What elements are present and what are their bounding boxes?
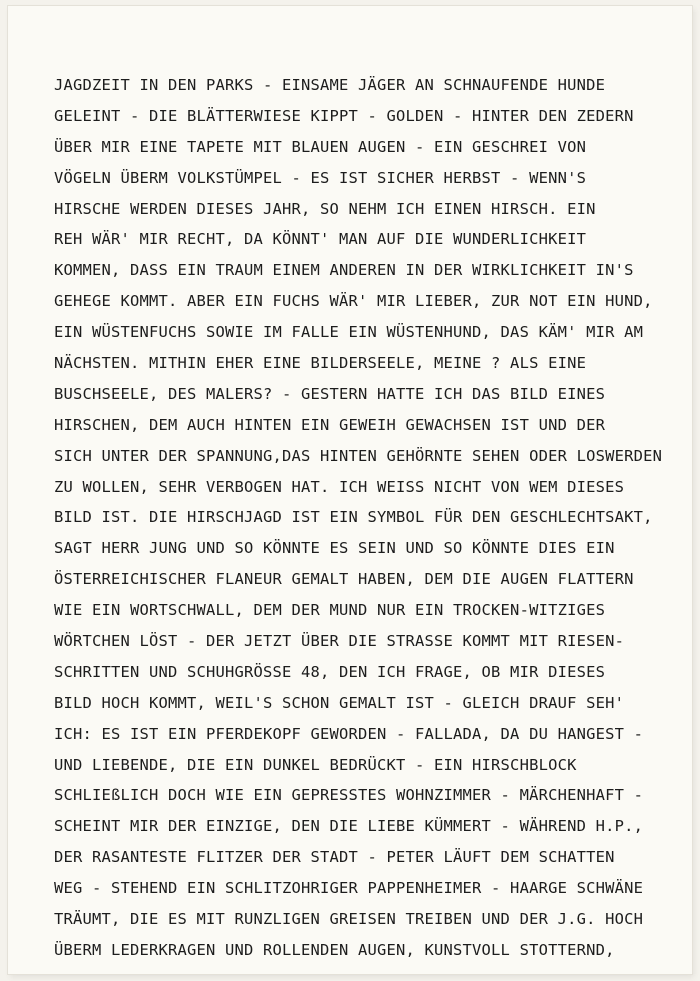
text-line: GELEINT - DIE BLÄTTERWIESE KIPPT - GOLDEN - HINTER DEN ZEDERN bbox=[54, 106, 634, 125]
text-line: VÖGELN ÜBERM VOLKSTÜMPEL - ES IST SICHER HERBST - WENN'S bbox=[54, 168, 587, 187]
text-line: SICH UNTER DER SPANNUNG,DAS HINTEN GEHÖRNTE SEHEN ODER LOSWERDEN bbox=[54, 446, 663, 465]
text-line: SAGT HERR JUNG UND SO KÖNNTE ES SEIN UND SO KÖNNTE DIES EIN bbox=[54, 539, 615, 558]
text-line: DER RASANTESTE FLITZER DER STADT - PETER LÄUFT DEM SCHATTEN bbox=[54, 848, 615, 867]
text-line: REH WÄR' MIR RECHT, DA KÖNNT' MAN AUF DIE WUNDERLICHKEIT bbox=[54, 230, 587, 249]
text-line: ÜBER MIR EINE TAPETE MIT BLAUEN AUGEN - EIN GESCHREI VON bbox=[54, 137, 587, 156]
text-line: ZU WOLLEN, SEHR VERBOGEN HAT. ICH WEISS NICHT VON WEM DIESES bbox=[54, 477, 625, 496]
text-line: JAGDZEIT IN DEN PARKS - EINSAME JÄGER AN SCHNAUFENDE HUNDE bbox=[54, 76, 606, 94]
typescript-body bbox=[54, 70, 674, 966]
text-line: SCHEINT MIR DER EINZIGE, DEN DIE LIEBE KÜMMERT - WÄHREND H.P., bbox=[54, 817, 644, 836]
text-line: BILD HOCH KOMMT, WEIL'S SCHON GEMALT IST - GLEICH DRAUF SEH' bbox=[54, 693, 625, 712]
text-line: UND LIEBENDE, DIE EIN DUNKEL BEDRÜCKT - EIN HIRSCHBLOCK bbox=[54, 755, 577, 774]
text-line: BUSCHSEELE, DES MALERS? - GESTERN HATTE ICH DAS BILD EINES bbox=[54, 384, 606, 403]
text-line: ÖSTERREICHISCHER FLANEUR GEMALT HABEN, DEM DIE AUGEN FLATTERN bbox=[54, 570, 634, 589]
text-line: KOMMEN, DASS EIN TRAUM EINEM ANDEREN IN DER WIRKLICHKEIT IN'S bbox=[54, 261, 634, 280]
text-line: GEHEGE KOMMT. ABER EIN FUCHS WÄR' MIR LIEBER, ZUR NOT EIN HUND, bbox=[54, 292, 653, 311]
text-line: WEG - STEHEND EIN SCHLITZOHRIGER PAPPENHEIMER - HAARGE SCHWÄNE bbox=[54, 879, 644, 898]
text-line: SCHRITTEN UND SCHUHGRÖSSE 48, DEN ICH FRAGE, OB MIR DIESES bbox=[54, 662, 606, 681]
text-line: WIE EIN WORTSCHWALL, DEM DER MUND NUR EIN TROCKEN-WITZIGES bbox=[54, 601, 606, 620]
text-line: BILD IST. DIE HIRSCHJAGD IST EIN SYMBOL FÜR DEN GESCHLECHTSAKT, bbox=[54, 508, 653, 527]
text-line: NÄCHSTEN. MITHIN EHER EINE BILDERSEELE, MEINE ? ALS EINE bbox=[54, 354, 587, 373]
text-line: WÖRTCHEN LÖST - DER JETZT ÜBER DIE STRASSE KOMMT MIT RIESEN- bbox=[54, 632, 625, 651]
text-line: SCHLIEßLICH DOCH WIE EIN GEPRESSTES WOHNZIMMER - MÄRCHENHAFT - bbox=[54, 786, 644, 805]
text-line: HIRSCHE WERDEN DIESES JAHR, SO NEHM ICH EINEN HIRSCH. EIN bbox=[54, 199, 596, 218]
text-line: HIRSCHEN, DEM AUCH HINTEN EIN GEWEIH GEWACHSEN IST UND DER bbox=[54, 415, 606, 434]
typescript-page bbox=[8, 6, 692, 974]
text-line: ÜBERM LEDERKRAGEN UND ROLLENDEN AUGEN, KUNSTVOLL STOTTERND, bbox=[54, 940, 615, 959]
text-line: ICH: ES IST EIN PFERDEKOPF GEWORDEN - FALLADA, DA DU HANGEST - bbox=[54, 724, 644, 743]
text-line: EIN WÜSTENFUCHS SOWIE IM FALLE EIN WÜSTENHUND, DAS KÄM' MIR AM bbox=[54, 323, 644, 342]
text-line: TRÄUMT, DIE ES MIT RUNZLIGEN GREISEN TREIBEN UND DER J.G. HOCH bbox=[54, 910, 644, 929]
